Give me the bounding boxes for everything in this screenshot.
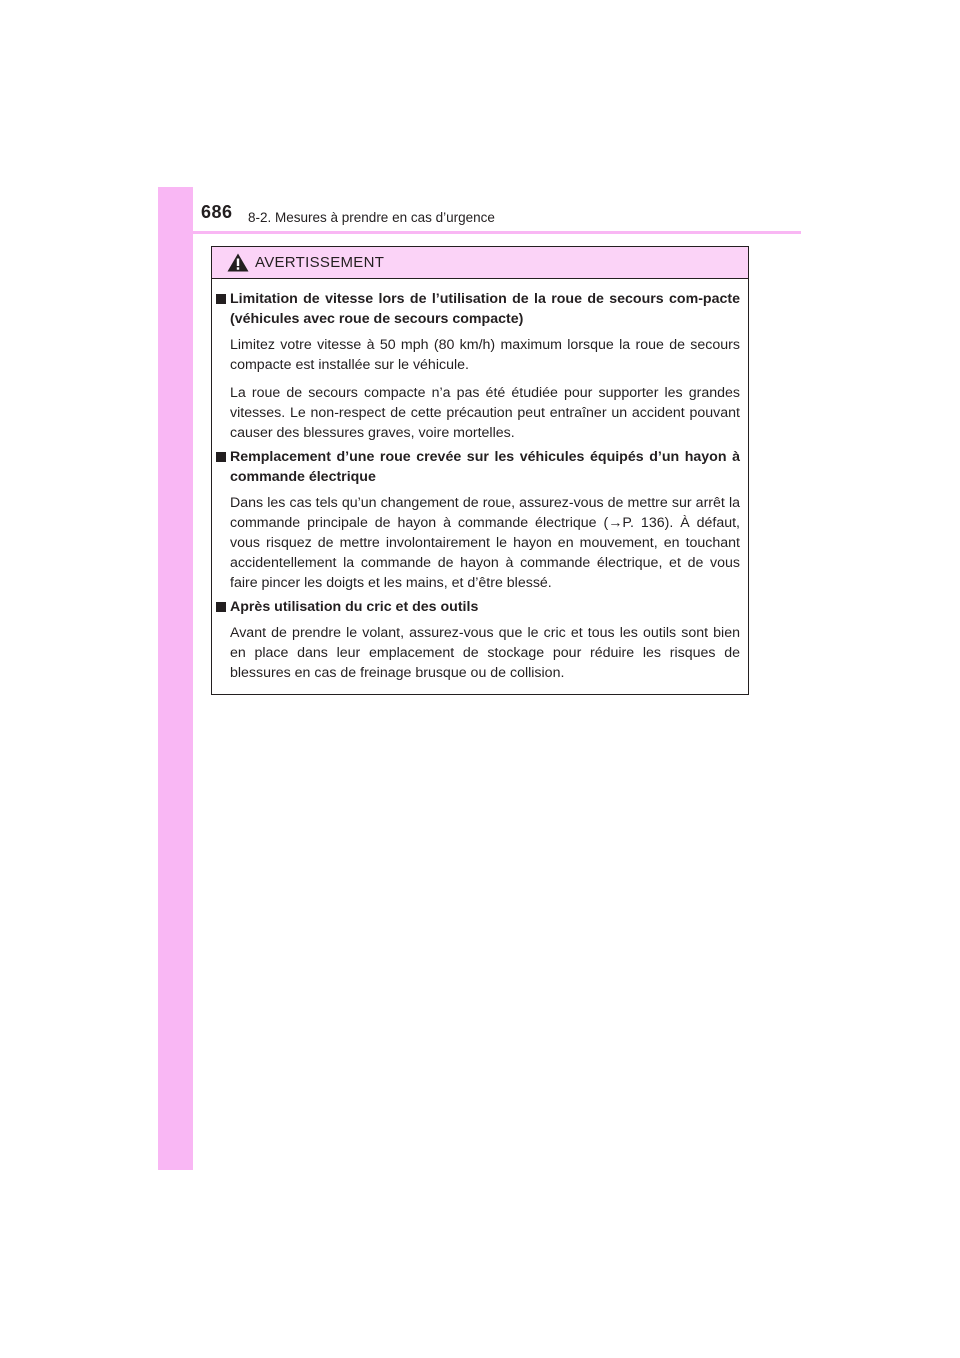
warning-body xyxy=(212,289,748,687)
item-paragraph: La roue de secours compacte n’a pas été étudiée pour supporter les grandes vitesses. Le non-respect de cette précaution peut entraîner un accident pouvant causer des blessures graves, voire mortelles. xyxy=(230,385,740,441)
item-paragraph: Avant de prendre le volant, assurez-vous que le cric et tous les outils sont bien en place dans leur emplacement de stockage pour réduire les risques de blessures en cas de freinage brusque ou de collision. xyxy=(230,625,740,681)
warning-label: AVERTISSEMENT xyxy=(255,254,385,271)
item-heading xyxy=(212,597,748,617)
section-title: 8-2. Mesures à prendre en cas d’urgence xyxy=(248,210,495,225)
item-heading-text: Limitation de vitesse lors de l’utilisation de la roue de secours com-pacte (véhicules avec roue de secours compacte) xyxy=(230,291,740,327)
chapter-side-band xyxy=(158,187,193,1170)
item-heading-text: Remplacement d’une roue crevée sur les véhicules équipés d’un hayon à commande électrique xyxy=(230,449,740,485)
item-paragraph: Limitez votre vitesse à 50 mph (80 km/h) maximum lorsque la roue de secours compacte est installée sur le véhicule. xyxy=(230,337,740,373)
warning-item-power-back-door xyxy=(212,447,748,593)
square-bullet-icon xyxy=(216,294,226,304)
warning-box xyxy=(211,246,749,695)
warning-item-jack-and-tools xyxy=(212,597,748,683)
square-bullet-icon xyxy=(216,602,226,612)
item-heading xyxy=(212,289,748,329)
item-heading xyxy=(212,447,748,487)
item-paragraph: Dans les cas tels qu’un changement de roue, assurez-vous de mettre sur arrêt la commande principale de hayon à commande électrique (→P. 136). À défaut, vous risquez de mettre involontairement le hayon en mouvement, en touchant accidentellement la commande de hayon à commande électrique, et de vous faire pincer les doigts et les mains, et d’être blessé. xyxy=(230,495,740,591)
item-heading-text: Après utilisation du cric et des outils xyxy=(230,599,479,615)
warning-item-spare-tire-speed xyxy=(212,289,748,443)
page-number: 686 xyxy=(201,202,233,222)
header-rule xyxy=(158,231,801,234)
warning-triangle-icon xyxy=(227,253,249,272)
square-bullet-icon xyxy=(216,452,226,462)
warning-header xyxy=(212,247,748,279)
